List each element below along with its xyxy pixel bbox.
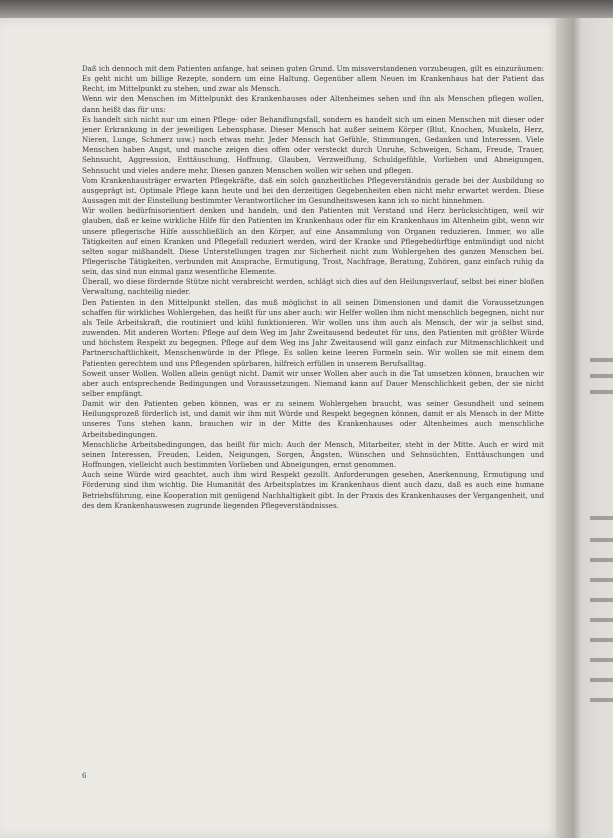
facing-page-text bbox=[590, 698, 613, 702]
facing-page-text bbox=[590, 578, 613, 582]
paragraph: Menschliche Arbeitsbedingungen, das heißt für mich: Auch der Mensch, Mitarbeiter, steht in der Mitte. Auch er wird mit seinen Interessen, Freuden, Leiden, Neigungen, Sorgen, Ängsten, Wünschen und Sehnsüchten, Enttäuschungen und Hoffnungen, vielleicht auch bestimmten Vorlieben und Abneigungen, ernst genommen. bbox=[82, 439, 544, 470]
paragraph: Überall, wo diese fördernde Stütze nicht verabreicht werden, schlägt sich dies auf den Heilungsverlauf, selbst bei einer bloßen Verwaltung, nachteilig nieder. bbox=[82, 277, 544, 297]
paragraph: Auch seine Würde wird geachtet, auch ihm wird Respekt gezollt. Anforderungen gesehen, Anerkennung, Ermutigung und Förderung sind ihm wichtig. Die Humanität des Arbeitsplatzes im Krankenhaus dient auch dazu, daß es auch eine humane Betriebsführung, eine Kooperation mit genügend Nachhaltigkeit gibt. In der Praxis des Krankenhauses der Vergangenheit, und des dem Krankenhauswesen zugrunde liegenden Pflegeverständnisses. bbox=[82, 470, 544, 510]
body-text bbox=[82, 64, 544, 511]
facing-page-text bbox=[590, 598, 613, 602]
paragraph: Daß ich dennoch mit dem Patienten anfange, hat seinen guten Grund. Um missverstandenen vorzubeugen, gilt es einzuräumen: Es geht nicht um billige Rezepte, sondern um eine Haltung. Gegenüber allem Neuen im Krankenhaus hat der Patient das Recht, im Mittelpunkt zu stehen, und zwar als Mensch. bbox=[82, 64, 544, 94]
facing-page-text bbox=[590, 358, 613, 362]
paragraph: Den Patienten in den Mittelpunkt stellen, das muß möglichst in all seinen Dimensionen und damit die Voraussetzungen schaffen für wirkliches Wohlergehen, das heißt für uns aber auch: wir Helfer wollen ihm nicht menschlich begegnen, nicht nur als Teile Arbeitskraft, die routiniert und kühl funktionieren. Wir wollen uns ihm auch als Mensch, der wir ja selbst sind, zuwenden. Mit anderen Worten: Pflege auf dem Weg im Jahr Zweitausend bedeutet für uns, den Patienten mit größter Würde und höchstem Respekt zu begegnen. Pflege auf dem Weg ins Jahr Zweitausend will ganz einfach zur Mitmenschlichkeit und Partnerschaftlichkeit, Menschenwürde in der Pflege. Es sollen keine leeren Formeln sein. Wir wollen sie mit einem dem Patienten gerechtem und uns Pflegenden spürbaren, hilfreich erfüllen in unserem Berufsalltag. bbox=[82, 297, 544, 368]
paragraph: Es handelt sich nicht nur um einen Pflege- oder Behandlungsfall, sondern es handelt sich um einen Menschen mit dieser oder jener Erkrankung in der jeweiligen Lebensphase. Dieser Mensch hat außer seinem Körper (Blut, Knochen, Muskeln, Herz, Nieren, Lunge, Schmerz usw.) noch etwas mehr. Jeder Mensch hat Gefühle, Stimmungen, Gedanken und Interessen. Viele Menschen haben Angst, und manche zeigen dies offen oder versteckt durch Unruhe, Schweigen, Scham, Freude, Trauer, Sehnsucht, Aggression, Enttäuschung, Hoffnung, Glauben, Verzweiflung, Schuldgefühle, Vorlieben und Abneigungen, Sehnsucht und vieles andere mehr. Diesen ganzen Menschen wollen wir sehen und pflegen. bbox=[82, 114, 544, 175]
facing-page-text bbox=[590, 390, 613, 394]
facing-page-text bbox=[590, 658, 613, 662]
paragraph: Wenn wir den Menschen im Mittelpunkt des Krankenhauses oder Altenheimes sehen und ihn als Menschen pflegen wollen, dann heißt das für uns: bbox=[82, 94, 544, 114]
paragraph: Damit wir den Patienten geben können, was er zu seinem Wohlergehen braucht, was seiner Gesundheit und seinem Heilungsprozeß förderlich ist, und damit wir ihm mit Würde und Respekt begegnen können, damit er als Mensch in der Mitte unseres Tuns stehen kann, brauchen wir in der Mitte des Krankenhauses oder Altenheimes auch menschliche Arbeitsbedingungen. bbox=[82, 399, 544, 439]
facing-page-text bbox=[590, 516, 613, 520]
facing-page-text bbox=[590, 678, 613, 682]
page-number: 6 bbox=[82, 772, 87, 780]
facing-page-text bbox=[590, 638, 613, 642]
facing-page-text bbox=[590, 374, 613, 378]
facing-page-text bbox=[590, 618, 613, 622]
facing-page-text bbox=[590, 538, 613, 542]
facing-page-edge bbox=[556, 18, 613, 838]
paragraph: Soweit unser Wollen. Wollen allein genügt nicht. Damit wir unser Wollen aber auch in die Tat umsetzen können, brauchen wir aber auch entsprechende Bedingungen und Voraussetzungen. Niemand kann auf Dauer Menschlichkeit geben, der sie nicht selber empfängt. bbox=[82, 368, 544, 398]
paragraph: Vom Krankenhausträger erwarten Pflegekräfte, daß ein solch ganzheitliches Pflegeverständnis gerade bei der Ausbildung so ausgeprägt ist. Optimale Pflege kann heute und bei den derzeitigen Gegebenheiten eben nicht mehr erwartet werden. Diese Aussagen mit der Einstellung bestimmter Verantwortlicher im Gesundheitswesen kann ich so nicht hinnehmen. bbox=[82, 175, 544, 206]
facing-page-text bbox=[590, 558, 613, 562]
paragraph: Wir wollen bedürfnisorientiert denken und handeln, und den Patienten mit Verstand und Herz berücksichtigen, weil wir glauben, daß er keine wirkliche Hilfe für den Patienten im Krankenhaus oder für ein Krankenhaus im Altenheim gibt, wenn wir unsere pflegerische Hilfe ausschließlich an den Körper, auf eine Ansammlung von Organen reduzieren. Immer, wo alle Tätigkeiten auf einen Kranken und Pflegefall reduziert werden, wird der Kranke und Pflegebedürftige entmündigt und nicht selten sogar mißhandelt. Diese Unterstellungen tragen zur Sicherheit nicht zum Wohlergehen des ganzen Menschen bei. Pflegerische Tätigkeiten, verbunden mit Ansprache, Ermutigung, Trost, Nachfrage, Beratung, Zuhören, ganz einfach ruhig da sein, das sind nun einmal ganz wesentliche Elemente. bbox=[82, 206, 544, 277]
